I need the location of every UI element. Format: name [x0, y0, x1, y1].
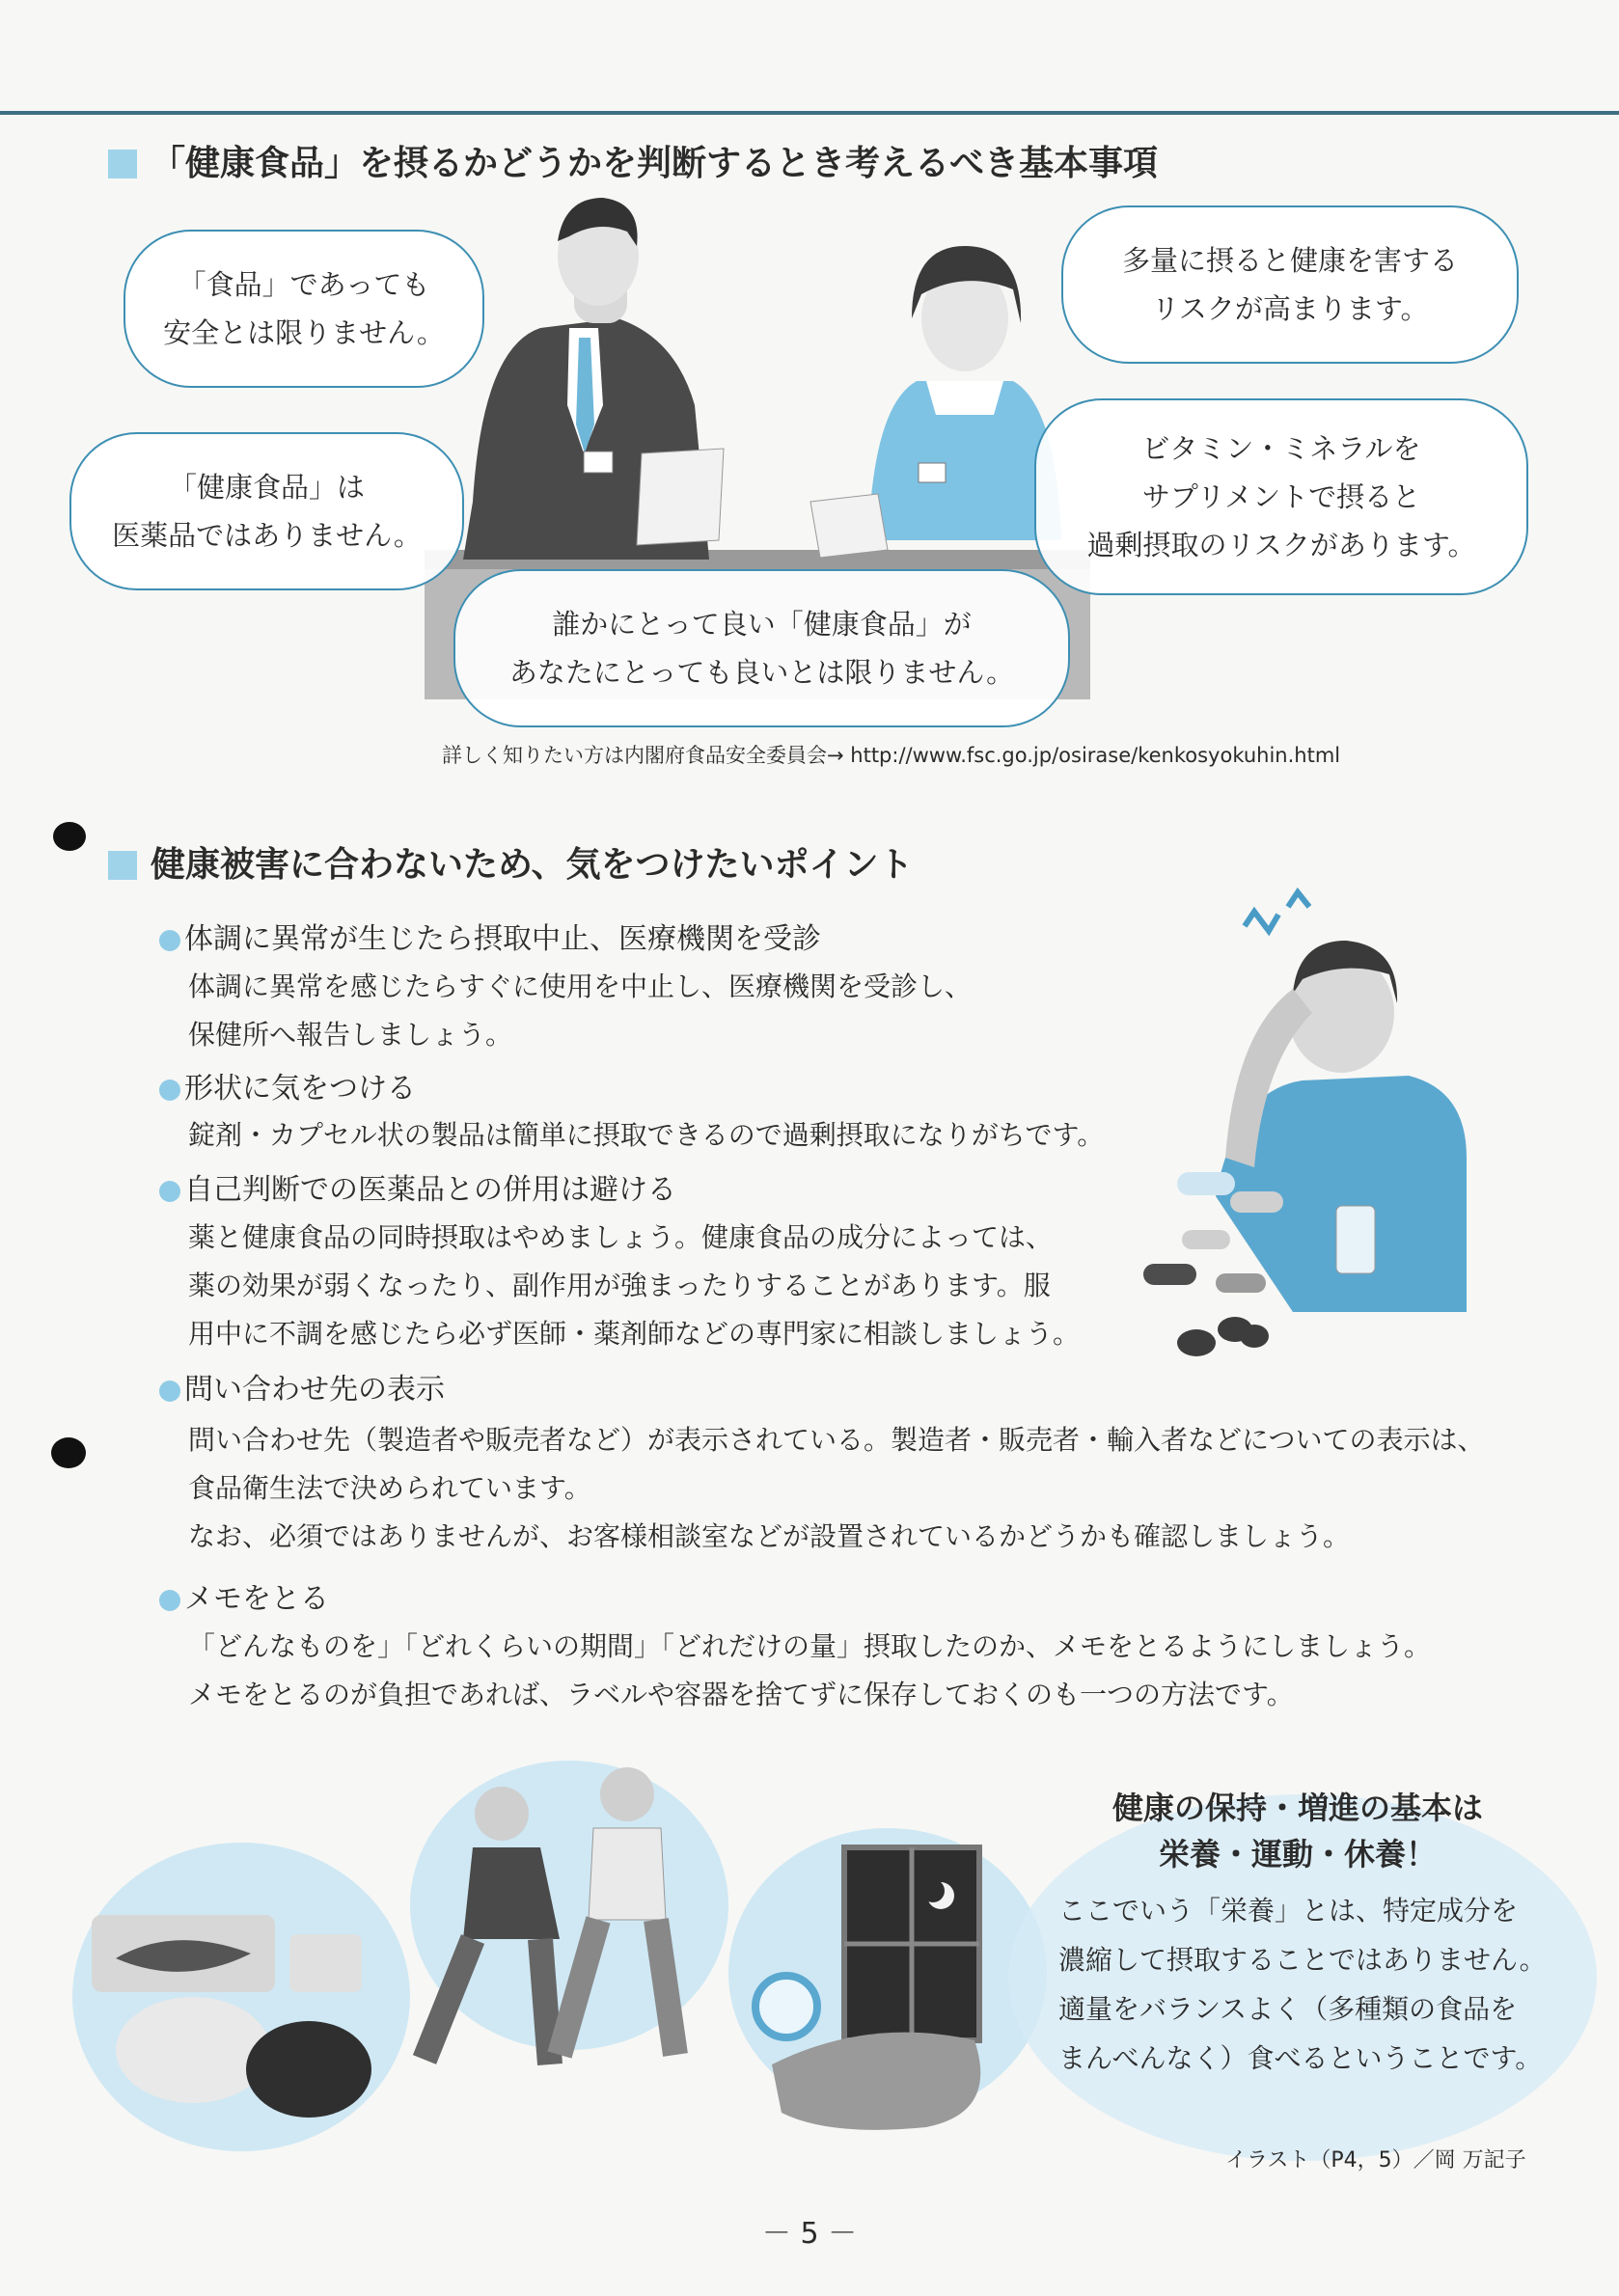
- point-heading: [159, 1365, 445, 1408]
- point-line: 問い合わせ先（製造者や販売者など）が表示されている。製造者・販売者・輸入者などについての表示は、: [188, 1424, 1485, 1456]
- point-heading: [159, 1064, 416, 1107]
- bubble-not-medicine: [69, 432, 464, 590]
- point-body: [188, 1416, 1484, 1561]
- point-heading-text: 形状に気をつける: [184, 1072, 416, 1106]
- point-line: 保健所へ報告しましょう。: [188, 1019, 513, 1051]
- point-heading-text: 体調に異常が生じたら摂取中止、医療機関を受診: [184, 922, 821, 956]
- illustration-credit: イラスト（P4，5）／岡 万記子: [1225, 2148, 1526, 2173]
- bubble-food-not-safe: [123, 230, 484, 388]
- health-body-line: 適量をバランスよく（多種類の食品を: [1058, 1993, 1518, 2025]
- point-line: 食品衛生法で決められています。: [188, 1472, 591, 1504]
- point-line: なお、必須ではありませんが、お客様相談室などが設置されているかどうかも確認しましょう。: [188, 1520, 1351, 1552]
- bubble-line: ビタミン・ミネラルを: [1141, 432, 1421, 465]
- more-info-link[interactable]: 詳しく知りたい方は内閣府食品安全委員会→ http://www.fsc.go.jp/osirase/kenkosyokuhin.html: [442, 744, 1341, 767]
- bubble-good-for-someone: [453, 569, 1070, 727]
- point-line: 薬の効果が弱くなったり、副作用が強まったりすることがあります。服: [188, 1270, 1051, 1301]
- section2-title-text: 健康被害に合わないため、気をつけたいポイント: [151, 845, 914, 885]
- section-marker-icon: [108, 851, 137, 880]
- bullet-icon: [159, 930, 180, 951]
- section1-title: [108, 136, 1158, 185]
- health-box-body: [1058, 1886, 1547, 2083]
- point-line: 体調に異常を感じたらすぐに使用を中止し、医療機関を受診し、: [188, 970, 973, 1002]
- bubble-line: あなたにとっても良いとは限りません。: [508, 656, 1015, 689]
- health-body-line: まんべんなく）食べるということです。: [1058, 2042, 1543, 2074]
- point-body: [188, 1623, 1431, 1719]
- point-line: 「どんなものを」「どれくらいの期間」「どれだけの量」摂取したのか、メモをとるようにしましょう。: [188, 1630, 1432, 1662]
- headache-man-illustration: [1143, 892, 1467, 1356]
- point-line: メモをとるのが負担であれば、ラベルや容器を捨てずに保存しておくのも一つの方法です。: [188, 1679, 1294, 1710]
- punch-hole: [53, 822, 86, 851]
- section1-title-text: 「健康食品」を摂るかどうかを判断するとき考えるべき基本事項: [151, 144, 1159, 183]
- point-heading: [159, 915, 821, 957]
- bubble-line: 多量に摂ると健康を害する: [1121, 244, 1458, 277]
- health-heading-line: 栄養・運動・休養！: [1158, 1836, 1437, 1872]
- point-heading-text: メモをとる: [184, 1582, 329, 1616]
- section-marker-icon: [108, 150, 137, 178]
- point-body: [188, 963, 972, 1059]
- point-heading-text: 問い合わせ先の表示: [184, 1373, 445, 1407]
- point-heading-text: 自己判断での医薬品との併用は避ける: [184, 1173, 676, 1207]
- bubble-line: 医薬品ではありません。: [112, 519, 422, 552]
- bubble-line: サプリメントで摂ると: [1141, 480, 1421, 513]
- health-body-line: 濃縮して摂取することではありません。: [1058, 1944, 1547, 1976]
- bubble-line: 安全とは限りません。: [163, 316, 445, 349]
- point-body: [188, 1111, 1104, 1160]
- bullet-icon: [159, 1380, 180, 1402]
- food-illustration: [72, 1843, 410, 2151]
- bubble-line: 「健康食品」は: [168, 471, 365, 504]
- bullet-icon: [159, 1080, 180, 1101]
- bubble-line: リスクが高まります。: [1151, 292, 1429, 325]
- health-body-line: ここでいう「栄養」とは、特定成分を: [1058, 1895, 1519, 1927]
- bubble-line: 誰かにとって良い「健康食品」が: [552, 608, 972, 641]
- punch-hole: [51, 1437, 86, 1468]
- rest-illustration: [728, 1828, 1047, 2130]
- point-line: 用中に不調を感じたら必ず医師・薬剤師などの専門家に相談しましょう。: [188, 1318, 1081, 1350]
- exercise-illustration: [410, 1761, 728, 2064]
- point-heading: [159, 1165, 676, 1208]
- bullet-icon: [159, 1590, 180, 1611]
- health-box-heading: [1056, 1785, 1539, 1877]
- point-line: 錠剤・カプセル状の製品は簡単に摂取できるので過剰摂取になりがちです。: [188, 1119, 1105, 1151]
- point-heading: [159, 1574, 329, 1617]
- point-body: [188, 1214, 1080, 1358]
- health-heading-line: 健康の保持・増進の基本は: [1111, 1790, 1483, 1826]
- page-number: － 5 －: [761, 2217, 858, 2251]
- bubble-large-amount: [1061, 205, 1519, 364]
- section2-title: [108, 837, 914, 887]
- bullet-icon: [159, 1181, 180, 1202]
- point-line: 薬と健康食品の同時摂取はやめましょう。健康食品の成分によっては、: [188, 1221, 1054, 1253]
- bubble-line: 過剰摂取のリスクがあります。: [1086, 529, 1476, 561]
- bubble-vitamin: [1034, 398, 1528, 595]
- bubble-line: 「食品」であっても: [178, 268, 430, 301]
